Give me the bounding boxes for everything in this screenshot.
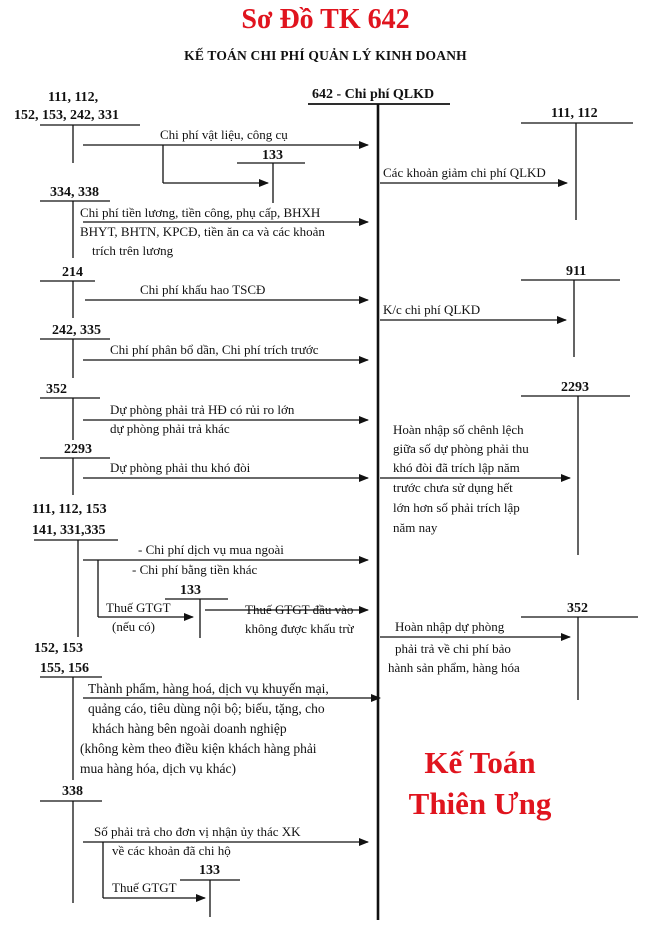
label-hoan-nhap-6: năm nay [393, 520, 438, 535]
brand-line-2: Thiên Ưng [408, 786, 552, 821]
account-152-line1: 152, 153 [34, 641, 83, 656]
account-214: 214 [62, 265, 83, 280]
label-hoan-nhap-4: trước chưa sử dụng hết [393, 480, 513, 495]
label-hoan-nhap-3: khó đòi đã trích lập năm [393, 460, 520, 475]
page-subtitle: KẾ TOÁN CHI PHÍ QUẢN LÝ KINH DOANH [184, 48, 467, 63]
label-thanh-pham-2: quảng cáo, tiêu dùng nội bộ; biếu, tặng, cho [88, 701, 325, 716]
label-bao-hanh-3: hành sản phẩm, hàng hóa [388, 660, 520, 675]
label-du-phong-2: dự phòng phải trả khác [110, 421, 230, 436]
label-kho-doi: Dự phòng phải thu khó đòi [110, 460, 251, 475]
account-133-b: 133 [180, 583, 201, 598]
label-du-phong-1: Dự phòng phải trả HĐ có rủi ro lớn [110, 402, 295, 417]
label-thue-gtgt-c: Thuế GTGT [112, 880, 177, 895]
label-neu-co: (nếu có) [112, 619, 155, 634]
label-bao-hanh-2: phải trả về chi phí bảo [395, 641, 511, 656]
label-luong-1: Chi phí tiền lương, tiền công, phụ cấp, BHXH [80, 205, 321, 220]
account-2293-right: 2293 [561, 380, 589, 395]
label-luong-3: trích trên lương [92, 243, 174, 258]
main-account-label: 642 - Chi phí QLKD [312, 87, 435, 102]
label-dich-vu: - Chi phí dịch vụ mua ngoài [138, 542, 284, 557]
account-111-line1: 111, 112, [48, 90, 99, 105]
label-uy-thac-1: Số phải trả cho đơn vị nhận ủy thác XK [94, 824, 301, 839]
label-hoan-nhap-1: Hoàn nhập số chênh lệch [393, 422, 524, 437]
label-phan-bo: Chi phí phân bổ dần, Chi phí trích trước [110, 342, 319, 357]
label-thue-gtgt: Thuế GTGT [106, 600, 171, 615]
label-thanh-pham-5: mua hàng hóa, dịch vụ khác) [80, 761, 236, 776]
label-thanh-pham-3: khách hàng bên ngoài doanh nghiệp [92, 721, 287, 736]
account-338-bottom: 338 [62, 784, 83, 799]
label-giam-chi-phi: Các khoản giảm chi phí QLKD [383, 165, 546, 180]
label-khong-khau-tru-2: không được khấu trừ [245, 621, 354, 636]
label-thanh-pham-4: (không kèm theo điều kiện khách hàng phải [80, 741, 317, 756]
account-334-338: 334, 338 [50, 185, 99, 200]
account-242-335: 242, 335 [52, 323, 101, 338]
label-tien-khac: - Chi phí bằng tiền khác [132, 562, 258, 577]
label-khau-hao: Chi phí khấu hao TSCĐ [140, 282, 266, 297]
label-bao-hanh-1: Hoàn nhập dự phòng [395, 619, 505, 634]
label-hoan-nhap-2: giữa số dự phòng phải thu [393, 441, 529, 456]
account-133-a: 133 [262, 148, 283, 163]
account-111-right: 111, 112 [551, 106, 598, 121]
label-uy-thac-2: về các khoản đã chi hộ [112, 843, 231, 858]
account-152-line2: 155, 156 [40, 661, 89, 676]
account-111-line2: 152, 153, 242, 331 [14, 108, 119, 123]
label-kc-chi-phi: K/c chi phí QLKD [383, 302, 481, 317]
account-111-b-line2: 141, 331,335 [32, 523, 106, 538]
page-title: Sơ Đồ TK 642 [241, 4, 410, 35]
brand-line-1: Kế Toán [424, 745, 536, 780]
account-352-left: 352 [46, 382, 67, 397]
account-133-c: 133 [199, 863, 220, 878]
account-111-b-line1: 111, 112, 153 [32, 502, 107, 517]
account-352-right: 352 [567, 601, 588, 616]
account-911: 911 [566, 264, 587, 279]
label-thanh-pham-1: Thành phẩm, hàng hoá, dịch vụ khuyến mại, [88, 681, 329, 696]
label-hoan-nhap-5: lớn hơn số phải trích lập [393, 500, 520, 515]
label-luong-2: BHYT, BHTN, KPCĐ, tiền ăn ca và các khoản [80, 224, 325, 239]
account-2293-left: 2293 [64, 442, 92, 457]
label-khong-khau-tru-1: Thuế GTGT đầu vào [245, 602, 354, 617]
label-vat-lieu: Chi phí vật liệu, công cụ [160, 127, 288, 142]
